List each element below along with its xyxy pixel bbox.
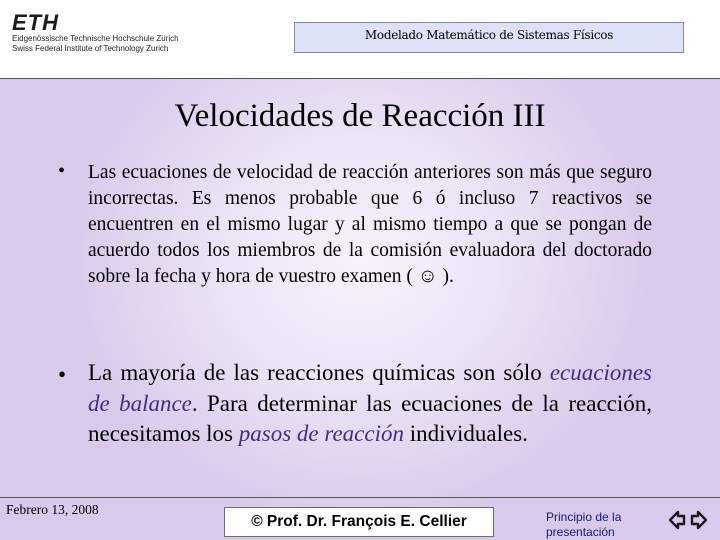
bullet2-part1: La mayoría de las reacciones químicas son sólo: [88, 360, 550, 385]
slide-title: Velocidades de Reacción III: [174, 98, 546, 134]
footer-divider: [0, 497, 720, 498]
bullet2-part2: . Para determinar las ecuaciones de la reacción, necesitamos los: [88, 390, 652, 446]
course-title: Modelado Matemático de Sistemas Físicos: [294, 22, 684, 53]
back-forward-arrows-icon[interactable]: [668, 509, 708, 531]
slide-header: [0, 0, 720, 79]
eth-logo: [12, 12, 179, 54]
footer-author: © Prof. Dr. François E. Cellier: [224, 507, 494, 537]
logo-line-2: Swiss Federal Institute of Technology Zurich: [12, 44, 169, 53]
logo-line-1: Eidgenössische Technische Hochschule Zürich: [12, 34, 179, 43]
logo-mark: ETH: [12, 10, 59, 35]
footer-date: Febrero 13, 2008: [6, 502, 99, 517]
bullet-marker-1: •: [58, 160, 66, 182]
bullet-marker-2: •: [58, 362, 67, 387]
bullet2-emphasis-2: pasos de reacción: [238, 421, 404, 446]
bullet2-emphasis-1: ecuaciones de balance: [88, 360, 652, 416]
start-of-presentation-link[interactable]: Principio de la presentación: [546, 510, 622, 539]
back-arrow-icon: [670, 512, 684, 528]
bullet-text-1: Las ecuaciones de velocidad de reacción anteriores son más que seguro incorrectas. Es menos probable que 6 ó incluso 7 reactivos se encuentren en el mismo lugar y al mismo tiempo a que se pongan de acuerdo todos los miembros de la comisión evaluadora del doctorado sobre la fecha y hora de vuestro examen ( ☺ ).: [88, 162, 652, 287]
bullet-text-2: [88, 358, 652, 450]
bullet2-part3: individuales.: [403, 421, 528, 446]
forward-arrow-icon: [692, 512, 706, 528]
